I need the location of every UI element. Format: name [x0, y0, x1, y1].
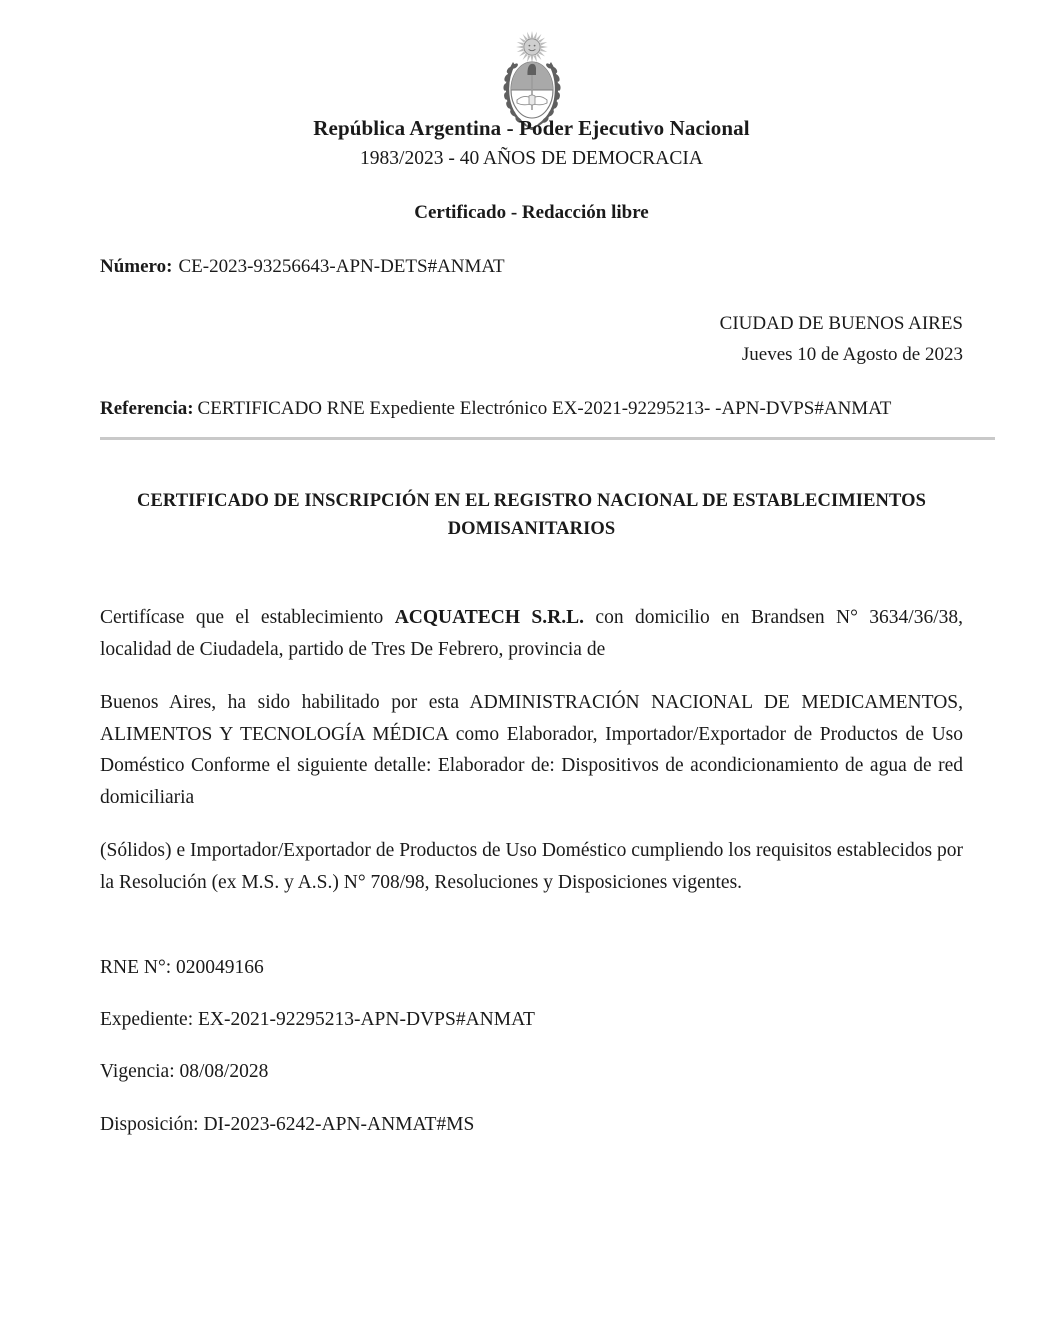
expediente-number: Expediente: EX-2021-92295213-APN-DVPS#ANMAT [100, 1008, 535, 1030]
document-type-label: Certificado - Redacción libre [414, 201, 649, 223]
certificate-title [132, 488, 932, 544]
body-paragraph-1-post: con domicilio en Brandsen N° 3634/36/38, localidad de Ciudadela, partido de Tres De Febrero, provincia de [100, 606, 964, 660]
certificate-title-line-2: DOMISANITARIOS [447, 519, 616, 540]
referencia-label: Referencia: [100, 397, 194, 419]
numero-value: CE-2023-93256643-APN-DETS#ANMAT [178, 255, 505, 277]
body-paragraph-1 [100, 602, 963, 665]
disposicion-number: Disposición: DI-2023-6242-APN-ANMAT#MS [100, 1113, 475, 1135]
certificate-title-line-1: CERTIFICADO DE INSCRIPCIÓN EN EL REGISTRO NACIONAL DE ESTABLECIMIENTOS [136, 491, 926, 512]
vigencia-date: Vigencia: 08/08/2028 [100, 1061, 269, 1083]
header-divider [100, 437, 995, 440]
certificate-details [100, 955, 963, 1137]
city-label: CIUDAD DE BUENOS AIRES [719, 313, 963, 335]
numero-row [100, 255, 963, 280]
page-title: República Argentina - Poder Ejecutivo Nacional [313, 116, 750, 140]
numero-label: Número: [100, 255, 173, 277]
place-date-block [100, 309, 963, 371]
certificate-body [100, 602, 963, 899]
referencia-row [100, 397, 963, 422]
header-subtitle: 1983/2023 - 40 AÑOS DE DEMOCRACIA [360, 148, 703, 170]
emblem-container [100, 0, 963, 110]
referencia-value: CERTIFICADO RNE Expediente Electrónico EX-2021-92295213- -APN-DVPS#ANMAT [197, 397, 892, 419]
body-paragraph-3: (Sólidos) e Importador/Exportador de Productos de Uso Doméstico cumpliendo los requisitos establecidos por la Resolución (ex M.S. y A.S.) N° 708/98, Resoluciones y Disposiciones vigentes. [100, 840, 963, 894]
body-paragraph-2: Buenos Aires, ha sido habilitado por esta ADMINISTRACIÓN NACIONAL DE MEDICAMENTOS, ALIMENTOS Y TECNOLOGÍA MÉDICA como Elaborador, Importador/Exportador de Productos de Uso Doméstico Conforme el siguiente detalle: Elaborador de: Dispositivos de acondicionamiento de agua de red domiciliaria [100, 692, 963, 808]
body-paragraph-1-pre: Certifícase que el establecimiento [100, 606, 395, 628]
date-label: Jueves 10 de Agosto de 2023 [741, 344, 963, 366]
rne-number: RNE N°: 020049166 [100, 956, 264, 978]
establishment-name: ACQUATECH S.R.L. [394, 606, 584, 628]
